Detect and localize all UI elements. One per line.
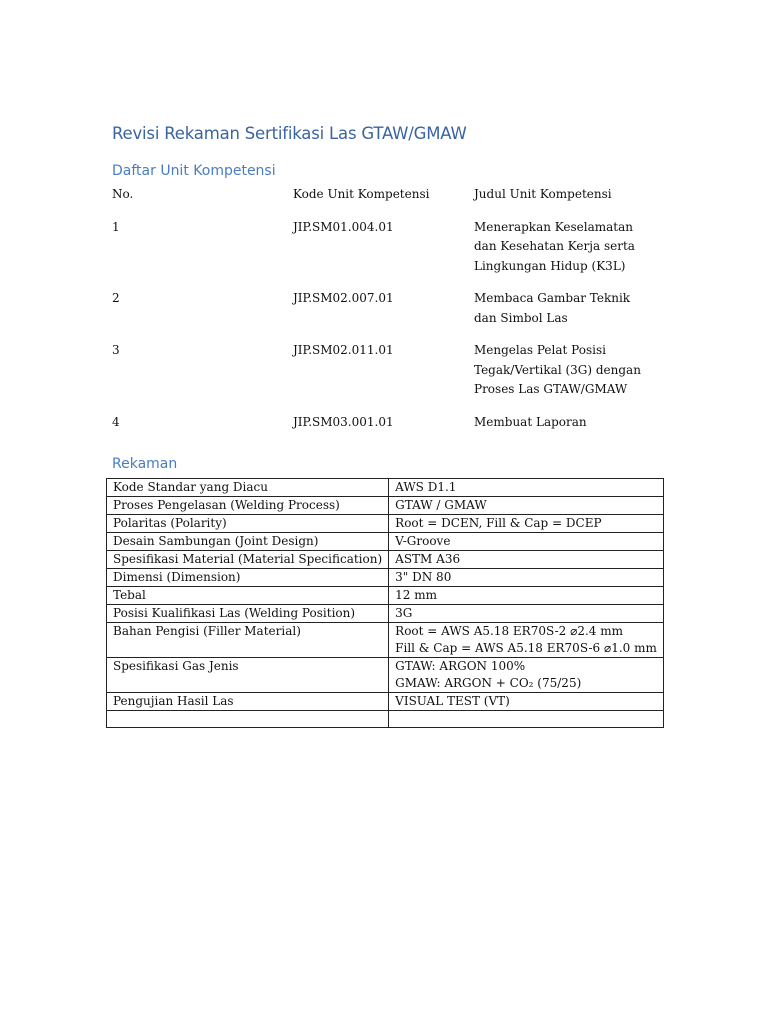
- units-header-code: Kode Unit Kompetensi: [293, 187, 430, 201]
- record-label: Tebal: [107, 587, 389, 605]
- units-header-no: No.: [112, 187, 134, 201]
- record-label: Bahan Pengisi (Filler Material): [107, 623, 389, 658]
- document-title: Revisi Rekaman Sertifikasi Las GTAW/GMAW: [112, 124, 467, 143]
- record-label: Spesifikasi Gas Jenis: [107, 658, 389, 693]
- record-value-line: GTAW / GMAW: [395, 498, 487, 512]
- unit-title: [474, 289, 664, 328]
- table-row: [107, 605, 664, 623]
- unit-code: JIP.SM01.004.01: [293, 219, 394, 234]
- unit-title-line: Tegak/Vertikal (3G) dengan: [474, 362, 641, 377]
- record-value: [389, 623, 664, 658]
- unit-title-line: Membaca Gambar Teknik: [474, 291, 631, 305]
- table-row: [107, 693, 664, 711]
- table-row: [107, 551, 664, 569]
- record-value-line: 3G: [395, 606, 413, 620]
- unit-title-line: dan Simbol Las: [474, 310, 568, 325]
- record-value: [389, 693, 664, 711]
- units-row: [112, 341, 664, 400]
- record-label: Pengujian Hasil Las: [107, 693, 389, 711]
- record-value-line: Root = DCEN, Fill & Cap = DCEP: [395, 516, 602, 530]
- record-value: [389, 658, 664, 693]
- unit-title-line: Menerapkan Keselamatan: [474, 219, 633, 234]
- record-value-line: GMAW: ARGON + CO₂ (75/25): [395, 676, 582, 690]
- unit-title-line: Membuat Laporan: [474, 414, 587, 429]
- record-value: [389, 497, 664, 515]
- unit-code: JIP.SM02.007.01: [293, 291, 394, 305]
- record-label: Dimensi (Dimension): [107, 569, 389, 587]
- record-value-line: ASTM A36: [395, 552, 461, 566]
- units-row: [112, 289, 664, 328]
- unit-title-line: Lingkungan Hidup (K3L): [474, 258, 626, 273]
- table-row: [107, 658, 664, 693]
- unit-code: JIP.SM03.001.01: [293, 414, 394, 429]
- record-value-line: VISUAL TEST (VT): [395, 694, 510, 708]
- record-label: [107, 711, 389, 728]
- table-row: [107, 569, 664, 587]
- unit-title: [474, 413, 664, 433]
- unit-title-line: Proses Las GTAW/GMAW: [474, 382, 628, 396]
- record-label: Kode Standar yang Diacu: [107, 479, 389, 497]
- record-value: [389, 569, 664, 587]
- table-row: [107, 497, 664, 515]
- record-label: Proses Pengelasan (Welding Process): [107, 497, 389, 515]
- units-rows: [112, 218, 664, 433]
- record-label: Desain Sambungan (Joint Design): [107, 533, 389, 551]
- record-value-line: AWS D1.1: [395, 480, 457, 494]
- table-row: [107, 479, 664, 497]
- units-row: [112, 413, 664, 433]
- records-table: [106, 478, 664, 728]
- unit-title-line: Mengelas Pelat Posisi: [474, 343, 606, 357]
- units-section-heading: Daftar Unit Kompetensi: [112, 163, 276, 179]
- table-row: [107, 711, 664, 728]
- table-row: [107, 623, 664, 658]
- record-value-line: 12 mm: [395, 588, 437, 602]
- record-value: [389, 551, 664, 569]
- unit-title: [474, 341, 664, 400]
- unit-number: 3: [112, 343, 120, 357]
- record-value: [389, 479, 664, 497]
- record-label: Polaritas (Polarity): [107, 515, 389, 533]
- record-value: [389, 587, 664, 605]
- record-value-line: 3" DN 80: [395, 570, 452, 584]
- unit-number: 1: [112, 219, 120, 234]
- record-label: Spesifikasi Material (Material Specification): [107, 551, 389, 569]
- unit-number: 4: [112, 414, 120, 429]
- record-value-line: V-Groove: [395, 534, 451, 548]
- table-row: [107, 587, 664, 605]
- record-value: [389, 711, 664, 728]
- units-row: [112, 218, 664, 277]
- units-header-title: Judul Unit Kompetensi: [474, 187, 612, 201]
- unit-title-line: dan Kesehatan Kerja serta: [474, 239, 635, 253]
- unit-title: [474, 218, 664, 277]
- units-header-row: [112, 185, 664, 205]
- record-value-line: Root = AWS A5.18 ER70S-2 ⌀2.4 mm: [395, 624, 624, 638]
- table-row: [107, 533, 664, 551]
- record-value: [389, 605, 664, 623]
- record-value: [389, 515, 664, 533]
- records-table-body: [107, 479, 664, 728]
- record-value-line: Fill & Cap = AWS A5.18 ER70S-6 ⌀1.0 mm: [395, 641, 657, 655]
- record-value: [389, 533, 664, 551]
- competency-units-list: [112, 185, 664, 432]
- record-value-line: GTAW: ARGON 100%: [395, 659, 526, 673]
- records-section-heading: Rekaman: [112, 456, 178, 472]
- unit-number: 2: [112, 291, 120, 305]
- unit-code: JIP.SM02.011.01: [293, 343, 394, 357]
- record-label: Posisi Kualifikasi Las (Welding Position): [107, 605, 389, 623]
- table-row: [107, 515, 664, 533]
